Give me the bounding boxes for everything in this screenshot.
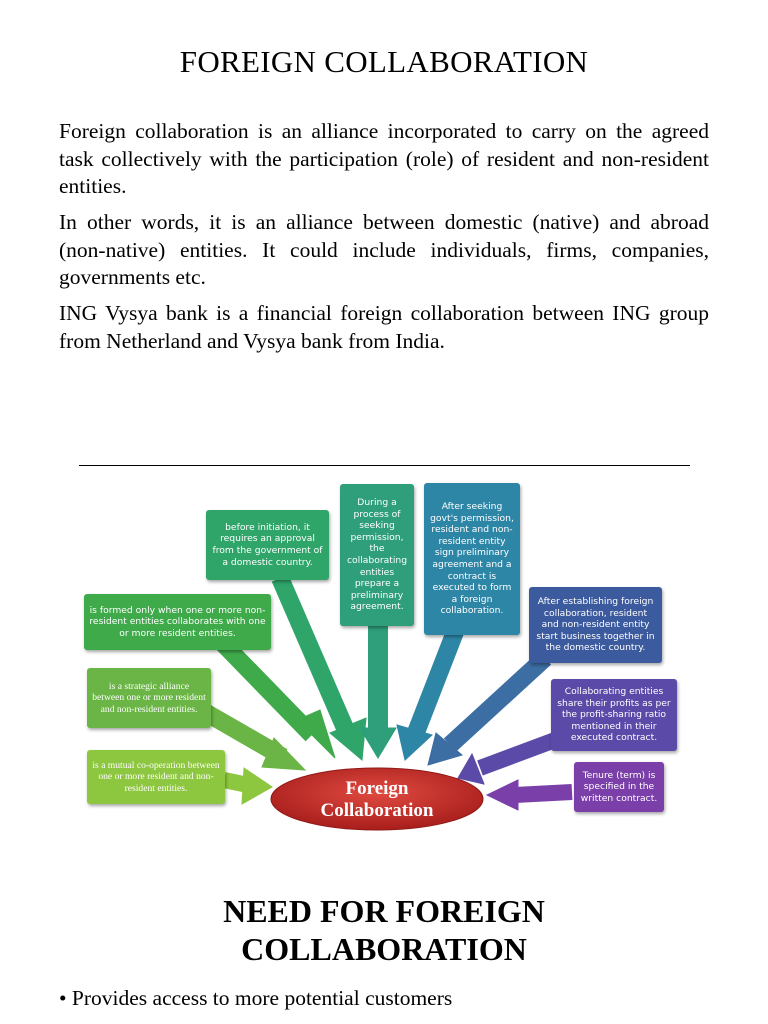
need-heading (0, 892, 768, 968)
box-strategic-alliance: is a strategic alliance between one or more resident and non-resident entities. (87, 668, 211, 728)
paragraph-example: ING Vysya bank is a financial foreign collaboration between ING group from Netherland and Vysya bank from India. (59, 301, 709, 353)
center-label-line1: Foreign (345, 778, 409, 799)
paragraph-definition: Foreign collaboration is an alliance incorporated to carry on the agreed task collectively with the participation (role) of resident and non-resident entities. (59, 119, 709, 198)
box-mutual-cooperation: is a mutual co-operation between one or more resident and non-resident entities. (87, 750, 225, 804)
box-after-seeking-permission: After seeking govt's permission, resident and non-resident entity sign preliminary agreement and a contract is executed to form a foreign collaboration. (424, 483, 520, 635)
arrow-process (360, 622, 396, 758)
need-bullet-list (59, 984, 759, 1012)
arrow-tenure (487, 780, 572, 810)
box-during-process: During a process of seeking permission, the collaborating entities prepare a preliminary agreement. (340, 484, 414, 626)
bullet-item: • Provides access to more potential customers (59, 984, 759, 1012)
page-title: FOREIGN COLLABORATION (179, 44, 589, 79)
center-label (272, 770, 482, 830)
arrow-mutual (224, 768, 272, 804)
box-after-establishing: After establishing foreign collaboration, resident and non-resident entity start business together in the domestic country. (529, 587, 662, 663)
need-heading-line1: NEED FOR FOREIGN (223, 893, 545, 929)
center-label-line2: Collaboration (320, 800, 434, 821)
need-heading-line2: COLLABORATION (241, 931, 527, 967)
box-share-profits: Collaborating entities share their profits as per the profit-sharing ratio mentioned in their executed contract. (551, 679, 677, 751)
box-tenure: Tenure (term) is specified in the written contract. (574, 762, 664, 812)
paragraph-other-words: In other words, it is an alliance between domestic (native) and abroad (non-native) entities. It could include individuals, firms, companies, governments etc. (59, 210, 709, 289)
box-before-initiation: before initiation, it requires an approval from the government of a domestic country. (206, 510, 329, 580)
box-formed-only-when: is formed only when one or more non-resident entities collaborates with one or more resident entities. (84, 594, 271, 650)
